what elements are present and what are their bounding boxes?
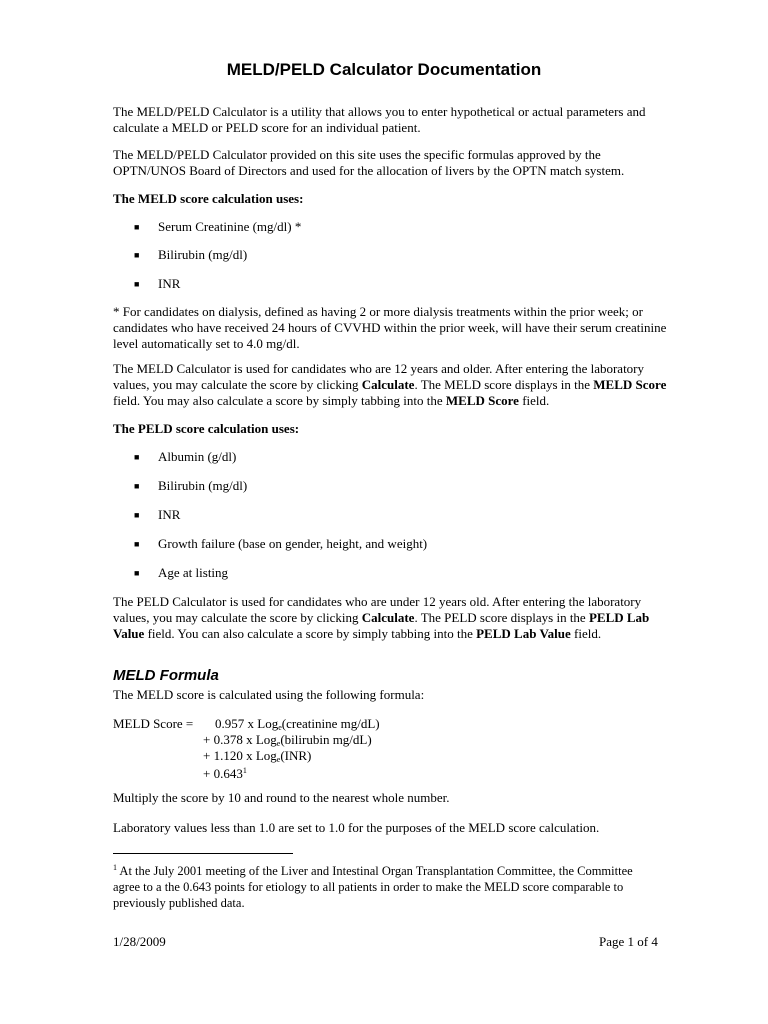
text-run: field. <box>518 393 550 408</box>
calculate-term: Calculate <box>361 377 415 392</box>
peld-uses-label: Albumin (g/dl) <box>158 449 237 464</box>
formula-term: (creatinine mg/dL) <box>281 716 380 731</box>
formula-term: (INR) <box>280 748 312 763</box>
meld-score-term: MELD Score <box>445 393 519 408</box>
page-title: MELD/PELD Calculator Documentation <box>226 60 542 79</box>
log-base: e <box>276 739 281 748</box>
meld-uses-item <box>134 219 301 235</box>
bullet-icon: ■ <box>134 452 140 462</box>
formula-term: + 1.120 x Log <box>203 748 277 763</box>
meld-uses-item <box>134 247 247 263</box>
intro-paragraph-1: The MELD/PELD Calculator is a utility that allows you to enter hypothetical or actual parameters and calculate a MELD or PELD score for an individual patient. <box>113 104 646 135</box>
text-run: The PELD Calculator is used for candidates who are under 12 years old. After entering the laboratory values, you may calculate the score by clicking <box>113 594 642 625</box>
footnote-mark: 1 <box>113 863 117 872</box>
peld-uses-item <box>134 449 236 465</box>
text-run: . The MELD score displays in the <box>414 377 594 392</box>
dialysis-note: * For candidates on dialysis, defined as having 2 or more dialysis treatments within the prior week; or candidates who have received 24 hours of CVVHD within the prior week, will have their serum creatinine level automatically set to 4.0 mg/dl. <box>113 304 667 351</box>
bullet-icon: ■ <box>134 222 140 232</box>
meld-calculator-paragraph <box>113 361 673 409</box>
formula-term: + 0.378 x Log <box>203 732 277 747</box>
peld-uses-label: Growth failure (base on gender, height, and weight) <box>158 536 428 551</box>
bullet-icon: ■ <box>134 539 140 549</box>
text-run: The MELD Calculator is used for candidates who are 12 years and older. After entering the laboratory values, you may calculate the score by clicking <box>113 361 645 392</box>
meld-score-term: MELD Score <box>593 377 667 392</box>
peld-lab-value-term: PELD Lab Value <box>476 626 571 641</box>
text-run: . The PELD score displays in the <box>414 610 589 625</box>
formula-term: + 0.643 <box>203 766 243 781</box>
peld-uses-label: INR <box>158 507 181 522</box>
peld-uses-label: Age at listing <box>158 565 229 580</box>
log-base: e <box>276 755 281 764</box>
footnote <box>113 860 658 911</box>
footer-page-number: Page 1 of 4 <box>599 934 658 949</box>
bullet-icon: ■ <box>134 510 140 520</box>
footnote-divider <box>113 853 293 854</box>
meld-formula-intro: The MELD score is calculated using the following formula: <box>113 687 425 702</box>
text-run: field. You can also calculate a score by simply tabbing into the <box>144 626 477 641</box>
bullet-icon: ■ <box>134 250 140 260</box>
peld-uses-label: Bilirubin (mg/dl) <box>158 478 248 493</box>
peld-uses-item <box>134 507 180 523</box>
meld-uses-label: INR <box>158 276 181 291</box>
intro-paragraph-2: The MELD/PELD Calculator provided on this site uses the specific formulas approved by the OPTN/UNOS Board of Directors and used for the allocation of livers by the OPTN match system. <box>113 147 625 178</box>
peld-calculator-paragraph <box>113 594 673 642</box>
peld-lab-value-term: PELD Lab Value <box>113 610 650 641</box>
peld-uses-item <box>134 536 427 552</box>
bullet-icon: ■ <box>134 568 140 578</box>
bullet-icon: ■ <box>134 481 140 491</box>
calculate-term: Calculate <box>361 610 415 625</box>
footnote-text: At the July 2001 meeting of the Liver and Intestinal Organ Transplantation Committee, the Committee agree to a the 0.643 points for etiology to all patients in order to make the MELD score comparable to previously published data. <box>113 864 633 910</box>
footnote-ref: 1 <box>242 766 247 775</box>
log-base: e <box>278 723 282 732</box>
bullet-icon: ■ <box>134 279 140 289</box>
peld-uses-item <box>134 478 247 494</box>
footer-date: 1/28/2009 <box>113 934 166 949</box>
formula-label: MELD Score = <box>113 716 194 731</box>
multiply-note: Multiply the score by 10 and round to the nearest whole number. <box>113 790 450 805</box>
meld-uses-heading: The MELD score calculation uses: <box>113 191 304 206</box>
meld-uses-item <box>134 276 180 292</box>
lab-values-note: Laboratory values less than 1.0 are set to 1.0 for the purposes of the MELD score calculation. <box>113 820 600 835</box>
meld-formula-heading: MELD Formula <box>113 667 219 684</box>
meld-uses-label: Bilirubin (mg/dl) <box>158 247 248 262</box>
formula-line-constant <box>203 763 247 782</box>
text-run: field. You may also calculate a score by simply tabbing into the <box>113 393 446 408</box>
peld-uses-item <box>134 565 228 581</box>
peld-uses-heading: The PELD score calculation uses: <box>113 421 300 436</box>
formula-term: (bilirubin mg/dL) <box>280 732 372 747</box>
text-run: field. <box>570 626 602 641</box>
formula-term: 0.957 x Log <box>215 716 279 731</box>
meld-uses-label: Serum Creatinine (mg/dl) * <box>158 219 302 234</box>
